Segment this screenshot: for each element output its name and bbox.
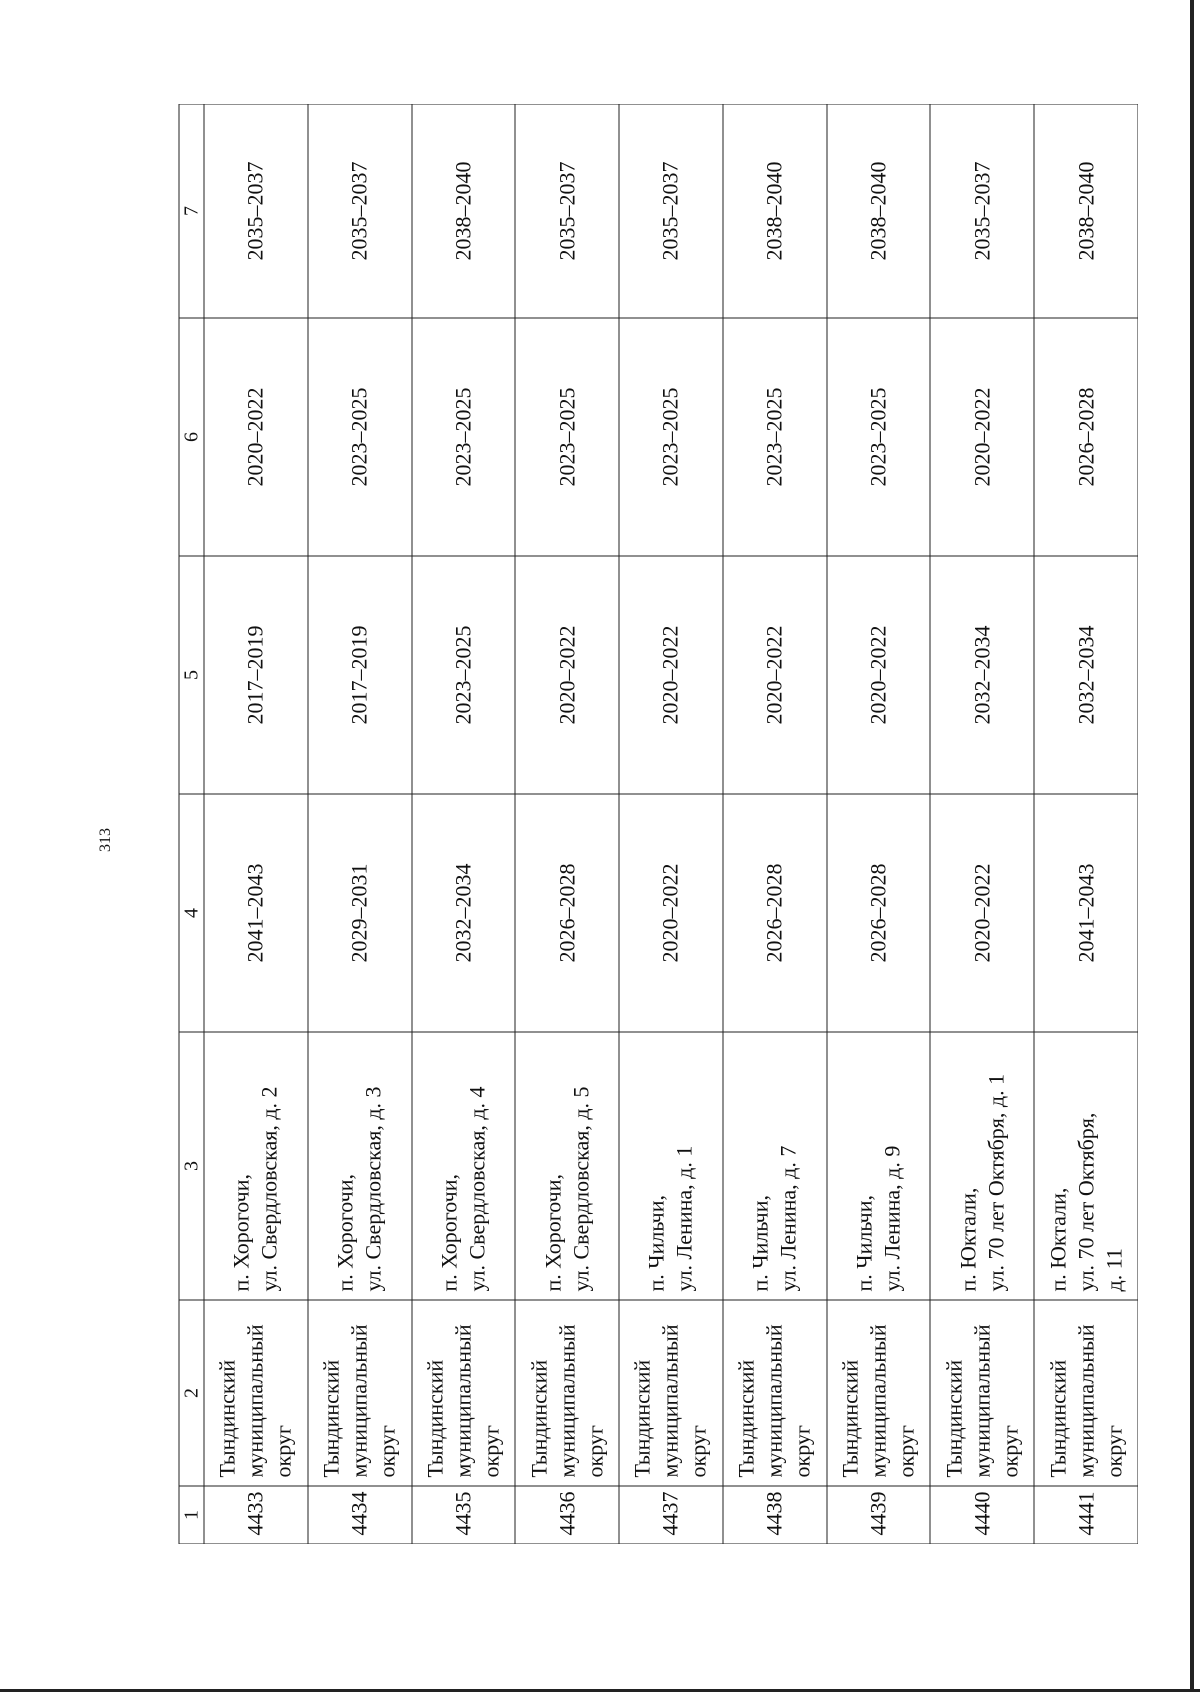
district-cell	[515, 1300, 619, 1486]
column-header: 4	[179, 794, 204, 1032]
period-cell-col5: 2032–2034	[1034, 556, 1138, 794]
column-header: 2	[179, 1300, 204, 1486]
address-cell-line: ул. Свердловская, д. 3	[360, 1086, 386, 1292]
address-cell-line: п. Чильчи,	[747, 1194, 773, 1292]
district-cell-line: муниципальный	[657, 1324, 683, 1478]
district-cell-line: округ	[374, 1425, 400, 1478]
district-cell-line: округ	[270, 1425, 296, 1478]
period-cell-col4: 2026–2028	[723, 794, 827, 1032]
district-cell-line: муниципальный	[554, 1324, 580, 1478]
address-cell-line: ул. 70 лет Октября, д. 1	[983, 1073, 1009, 1292]
district-cell-line: округ	[997, 1425, 1023, 1478]
period-cell-col6: 2023–2025	[412, 318, 516, 556]
header-row	[179, 104, 204, 1544]
district-cell-line: Тындинский	[629, 1359, 655, 1478]
period-cell-col6: 2023–2025	[619, 318, 723, 556]
address-cell-line: д. 11	[1101, 1248, 1127, 1292]
period-cell-col7: 2035–2037	[515, 104, 619, 318]
district-cell-line: Тындинский	[837, 1359, 863, 1478]
table-container	[178, 104, 1138, 1544]
district-cell-line: округ	[789, 1425, 815, 1478]
district-cell-line: округ	[893, 1425, 919, 1478]
period-cell-col6: 2023–2025	[308, 318, 412, 556]
address-cell	[412, 1032, 516, 1300]
period-cell-col5: 2017–2019	[204, 556, 308, 794]
table-row	[412, 104, 516, 1544]
district-cell-line: Тындинский	[941, 1359, 967, 1478]
address-cell-line: п. Юктали,	[1045, 1187, 1071, 1292]
period-cell-col4: 2026–2028	[515, 794, 619, 1032]
district-cell-line: муниципальный	[450, 1324, 476, 1478]
district-cell	[930, 1300, 1034, 1486]
period-cell-col5: 2020–2022	[515, 556, 619, 794]
district-cell-line: муниципальный	[969, 1324, 995, 1478]
period-cell-col6: 2020–2022	[930, 318, 1034, 556]
period-cell-col4: 2020–2022	[930, 794, 1034, 1032]
address-cell-line: ул. Ленина, д. 9	[879, 1145, 905, 1292]
district-cell-line: муниципальный	[346, 1324, 372, 1478]
period-cell-col5: 2032–2034	[930, 556, 1034, 794]
table-body	[204, 104, 1138, 1544]
district-cell	[204, 1300, 308, 1486]
district-cell-line: Тындинский	[318, 1359, 344, 1478]
row-number-cell: 4437	[619, 1486, 723, 1544]
row-number-cell: 4433	[204, 1486, 308, 1544]
district-cell-line: Тындинский	[526, 1359, 552, 1478]
table-row	[930, 104, 1034, 1544]
period-cell-col6: 2020–2022	[204, 318, 308, 556]
period-cell-col5: 2023–2025	[412, 556, 516, 794]
row-number-cell: 4435	[412, 1486, 516, 1544]
column-header: 5	[179, 556, 204, 794]
period-cell-col7: 2038–2040	[827, 104, 931, 318]
district-cell-line: муниципальный	[1073, 1324, 1099, 1478]
district-cell	[619, 1300, 723, 1486]
district-cell	[308, 1300, 412, 1486]
address-cell-line: п. Хорогочи,	[436, 1173, 462, 1292]
table-row	[308, 104, 412, 1544]
registry-table	[179, 104, 1139, 1544]
district-cell-line: Тындинский	[733, 1359, 759, 1478]
page-number: 313	[97, 828, 114, 852]
address-cell-line: ул. Свердловская, д. 2	[256, 1086, 282, 1292]
period-cell-col7: 2035–2037	[204, 104, 308, 318]
district-cell	[1034, 1300, 1138, 1486]
address-cell	[308, 1032, 412, 1300]
district-cell	[723, 1300, 827, 1486]
table-row	[827, 104, 931, 1544]
period-cell-col4: 2041–2043	[1034, 794, 1138, 1032]
address-cell-line: п. Чильчи,	[643, 1194, 669, 1292]
period-cell-col5: 2020–2022	[619, 556, 723, 794]
address-cell-line: п. Хорогочи,	[332, 1173, 358, 1292]
district-cell-line: округ	[1101, 1425, 1127, 1478]
district-cell-line: округ	[582, 1425, 608, 1478]
address-cell	[1034, 1032, 1138, 1300]
address-cell	[827, 1032, 931, 1300]
column-header: 1	[179, 1486, 204, 1544]
table-row	[1034, 104, 1138, 1544]
period-cell-col7: 2035–2037	[619, 104, 723, 318]
row-number-cell: 4441	[1034, 1486, 1138, 1544]
district-cell-line: округ	[685, 1425, 711, 1478]
period-cell-col4: 2029–2031	[308, 794, 412, 1032]
period-cell-col7: 2038–2040	[1034, 104, 1138, 318]
district-cell-line: муниципальный	[761, 1324, 787, 1478]
period-cell-col6: 2023–2025	[723, 318, 827, 556]
district-cell-line: Тындинский	[1045, 1359, 1071, 1478]
district-cell-line: муниципальный	[242, 1324, 268, 1478]
period-cell-col6: 2023–2025	[827, 318, 931, 556]
period-cell-col4: 2032–2034	[412, 794, 516, 1032]
period-cell-col5: 2020–2022	[723, 556, 827, 794]
district-cell-line: округ	[478, 1425, 504, 1478]
row-number-cell: 4439	[827, 1486, 931, 1544]
row-number-cell: 4440	[930, 1486, 1034, 1544]
period-cell-col4: 2020–2022	[619, 794, 723, 1032]
address-cell	[723, 1032, 827, 1300]
period-cell-col6: 2026–2028	[1034, 318, 1138, 556]
district-cell-line: муниципальный	[865, 1324, 891, 1478]
row-number-cell: 4436	[515, 1486, 619, 1544]
column-header: 7	[179, 104, 204, 318]
period-cell-col6: 2023–2025	[515, 318, 619, 556]
address-cell	[930, 1032, 1034, 1300]
period-cell-col5: 2020–2022	[827, 556, 931, 794]
table-row	[723, 104, 827, 1544]
period-cell-col4: 2041–2043	[204, 794, 308, 1032]
address-cell-line: ул. Свердловская, д. 4	[464, 1086, 490, 1292]
district-cell	[827, 1300, 931, 1486]
address-cell	[515, 1032, 619, 1300]
address-cell-line: п. Юктали,	[955, 1187, 981, 1292]
row-number-cell: 4434	[308, 1486, 412, 1544]
district-cell-line: Тындинский	[214, 1359, 240, 1478]
period-cell-col5: 2017–2019	[308, 556, 412, 794]
period-cell-col7: 2035–2037	[930, 104, 1034, 318]
address-cell-line: п. Хорогочи,	[228, 1173, 254, 1292]
address-cell-line: ул. Свердловская, д. 5	[568, 1086, 594, 1292]
address-cell-line: ул. 70 лет Октября,	[1073, 1112, 1099, 1292]
district-cell-line: Тындинский	[422, 1359, 448, 1478]
address-cell-line: ул. Ленина, д. 7	[775, 1145, 801, 1292]
district-cell	[412, 1300, 516, 1486]
address-cell-line: п. Чильчи,	[851, 1194, 877, 1292]
address-cell	[619, 1032, 723, 1300]
scan-edge-right	[1190, 0, 1194, 1692]
address-cell	[204, 1032, 308, 1300]
table-row	[515, 104, 619, 1544]
period-cell-col7: 2035–2037	[308, 104, 412, 318]
table-row	[619, 104, 723, 1544]
column-header: 6	[179, 318, 204, 556]
table-row	[204, 104, 308, 1544]
address-cell-line: ул. Ленина, д. 1	[671, 1145, 697, 1292]
row-number-cell: 4438	[723, 1486, 827, 1544]
period-cell-col7: 2038–2040	[412, 104, 516, 318]
address-cell-line: п. Хорогочи,	[540, 1173, 566, 1292]
period-cell-col4: 2026–2028	[827, 794, 931, 1032]
period-cell-col7: 2038–2040	[723, 104, 827, 318]
column-header: 3	[179, 1032, 204, 1300]
